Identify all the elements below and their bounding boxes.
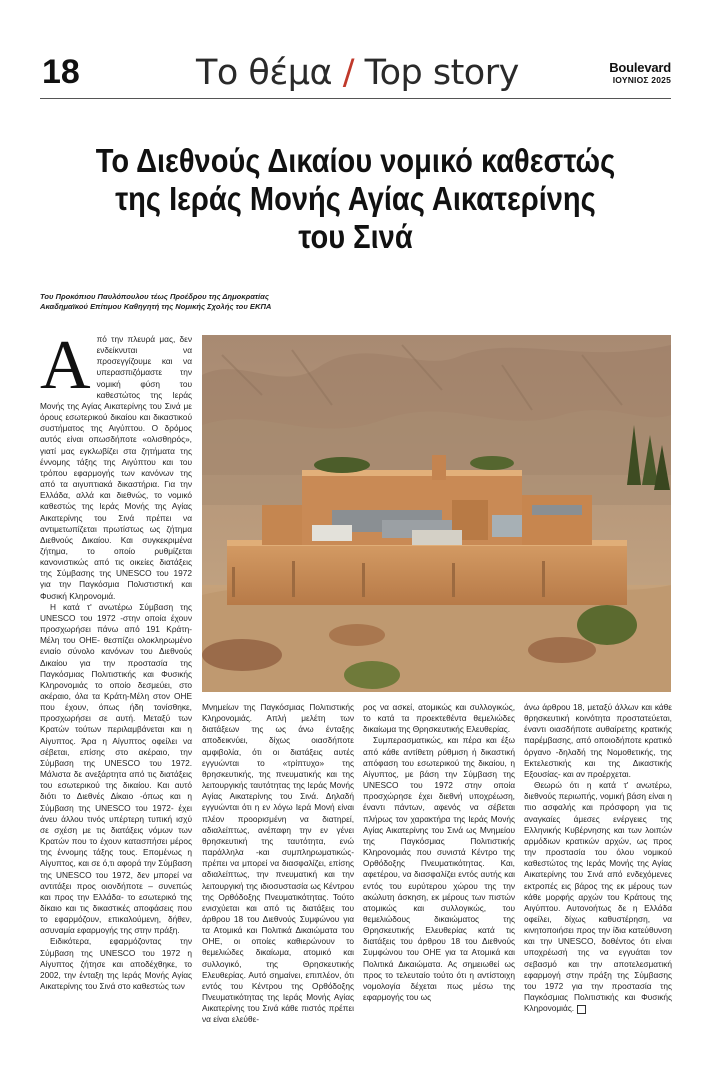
article-paragraph: Ειδικότερα, εφαρμόζοντας την Σύμβαση της UNESCO του 1972 η Αίγυπτος ζήτησε και αποδέχθηκε, το 2002, την ένταξη της Ιεράς Μονής Αγίας Αικατερίνης του Σινά στο καθεστώς των: [40, 936, 192, 992]
article-column-3: [363, 702, 515, 1062]
monastery-photo: [202, 335, 671, 692]
drop-cap: Α: [40, 327, 91, 404]
headline-line: της Ιεράς Μονής Αγίας Αικατερίνης: [115, 180, 596, 217]
section-title-greek: Το θέμα: [196, 53, 333, 93]
article-paragraph: Η κατά τ' ανωτέρω Σύμβαση της UNESCO του 1972 -στην οποία έχουν προσχωρήσει πάνω από 191 Κράτη-Μέλη του ΟΗΕ- θεσπίζει ολοκληρωμένο ενιαίο σύνολο κανόνων του Διεθνούς Δικαίου για την προστασία της Παγκόσμιας Πολιτιστικής και Φυσικής Κληρονομιάς το οποίο δεσμεύει, στο ακέραιο, όλα τα Κράτη-Μέλη στον ΟΗΕ που έχουν, όπως ήδη τονίσθηκε, προσχωρήσει σε αυτή. Μεταξύ των Κρατών τούτων περιλαμβάνεται και η Αίγυπτος. Άρα η Αίγυπτος οφείλει να σέβεται, επίσης στο ακέραιο, την Σύμβαση της UNESCO του 1972. Μάλιστα δε ανεξάρτητα από τις διατάξεις του εσωτερικού της δικαίου. Και αυτό διότι το Διεθνές Δίκαιο -όπως και η Σύμβαση της UNESCO του 1972- έχει άνευ άλλου τινός υπέρτερη τυπική ισχύ σε σχέση με τις διατάξεις νόμων των Κρατών που το έχουν κατασπήσει μέρος της έννομης τάξης τους. Επομένως η Αίγυπτος, και σε ό,τι αφορά την Σύμβαση της UNESCO του 1972, δεν μπορεί να αντιτάξει προς οιονδήποτε – συνεπώς και προς την Ελλάδα- το εσωτερικό της δίκαιο και τις δικαστικές αποφάσεις που το εφαρμόζουν, επικαλούμενη, δήθεν, ασυναμία εφαρμογής της στην πράξη.: [40, 601, 192, 936]
issue-date: ΙΟΥΝΙΟΣ 2025: [612, 75, 671, 85]
byline-line: Ακαδημαϊκού Επίτιμου Καθηγητή της Νομικής Σχολής του ΕΚΠΑ: [40, 302, 272, 311]
article-paragraph: [524, 780, 672, 1014]
article-column-4: [524, 702, 672, 1062]
brand-name: Boulevard: [609, 60, 671, 75]
article-column-1: [40, 327, 192, 1060]
article-headline: [78, 142, 633, 256]
headline-line: του Σινά: [298, 218, 413, 255]
byline-line: Του Προκόπιου Παυλόπουλου τέως Προέδρου της Δημοκρατίας: [40, 292, 269, 301]
article-paragraph: ρος να ασκεί, ατομικώς και συλλογικώς, το κατά τα προεκτεθέντα θεμελιώδες δικαίωμα της Θρησκευτικής Ελευθερίας.: [363, 702, 515, 735]
article-paragraph: Συμπερασματικώς, και πέρα και έξω από κάθε αντίθετη ρύθμιση ή δικαστική απόφαση του εσωτερικού της δικαίου, η Αίγυπτος, με βάση την Σύμβαση της UNESCO του 1972 στην οποία προσχώρησε έχει διεθνή υποχρέωση, έναντι πάντων, αφενός να σέβεται πλήρως τον χαρακτήρα της Ιεράς Μονής Αγίας Αικατερίνης του Σινά ως Μνημείου της Παγκόσμιας Πολιτιστικής Κληρονομιάς που συνιστά Κέντρο της Ορθόδοξης Πνευματικότητας. Και, αφετέρου, να διασφαλίζει εντός αυτής και εντός του ευρύτερου χώρου της την ακώλυτη άσκηση, εκ μέρους των πιστών ατομικώς και συλλογικώς, του θεμελιώδους δικαιώματος της Θρησκευτικής Ελευθερίας κατά τις διατάξεις του άρθρου 18 του Διεθνούς Συμφώνου του ΟΗΕ για τα Ατομικά και Πολιτικά Δικαιώματα. Ας σημειωθεί ως προς το τελευταίο τούτο ότι η αντίστοιχη νομολογία δέχεται πως μέσω της εφαρμογής του ως: [363, 735, 515, 1003]
end-mark-icon: [577, 1005, 586, 1014]
article-column-2: [202, 702, 354, 1062]
page-number: 18: [42, 53, 80, 91]
header-rule: [40, 98, 671, 99]
masthead-brand: [609, 60, 671, 86]
article-paragraph: άνω άρθρου 18, μεταξύ άλλων και κάθε θρησκευτική κοινότητα προστατεύεται, έναντι οιασδήποτε αυθαίρετης κρατικής παρέμβασης, από οποιοδήποτε κρατικό όργανο -δηλαδή της Νομοθετικής, της Εκτελεστικής και της Δικαστικής Εξουσίας- και αν προέρχεται.: [524, 702, 672, 779]
section-separator: /: [332, 53, 365, 93]
section-title: [196, 52, 519, 94]
article-paragraph: Μνημείων της Παγκόσμιας Πολιτιστικής Κληρονομιάς. Απλή μελέτη των διατάξεων της ως άνω ένταξης αποδεικνύει, δίχως οιασδήποτε αμφιβολία, ότι οι διατάξεις αυτές εγγυώνται το «τρίπτυχο» της θρησκευτικής, της πνευματικής και της λειτουργικής ταυτότητας της Ιεράς Μονής Αγίας Αικατερίνης του Σινά. Δηλαδή εγγυώνται ότι η εν λόγω Ιερά Μονή είναι πλέον προορισμένη να διατηρεί, αδιαλείπτως, ανέπαφη την εν γένει θρησκευτική της ταυτότητα, ενώ παράλληλα -και συμπληρωματικώς- πρέπει να μπορεί να διασφαλίζει, επίσης αδιαλείπτως, την πνευματική και την λειτουργική της ιδιοσυστασία ως Κέντρου της Ορθόδοξης Πνευματικότητας. Τούτο ενισχύεται και από τις διατάξεις του άρθρου 18 του Διεθνούς Συμφώνου για τα Ατομικά και Πολιτικά Δικαιώματα του ΟΗΕ, οι οποίες καθιερώνουν το θεμελιώδες δικαίωμα, ατομικό και συλλογικό, της Θρησκευτικής Ελευθερίας. Αυτό σημαίνει, επιπλέον, ότι εντός του Κέντρου της Ορθόδοξης Πνευματικότητας της Ιεράς Μονής Αγίας Αικατερίνης του Σινά κάθε πιστός πρέπει να είναι ελεύθε-: [202, 702, 354, 1025]
article-paragraph-text: Θεωρώ ότι η κατά τ' ανωτέρω, διεθνούς περιωπής, νομική βάση είναι η πιο ασφαλής και πρόσφορη για τις αναγκαίες άμεσες ενέργειες της Ελληνικής Κυβέρνησης και των λοιπών αρμόδιων κρατικών αρχών, ως προς την προστασία του όλου νομικού καθεστώτος της Ιεράς Μονής της Αγίας Αικατερίνης του Σινά από ενδεχόμενες εκτροπές εις βάρος της εκ μέρους των κάθε μορφής αρχών του Κράτους της Αιγύπτου. Αυτονοήτως δε η Ελλάδα οφείλει, δίχως καθυστέρηση, να κινητοποιήσει προς την ίδια κατεύθυνση και την UNESCO, δοθέντος ότι είναι υποχρέωσή της να εγγυάται τον σεβασμό και την αποτελεσματική εφαρμογή στην πράξη της Σύμβασης του 1972 για την προστασία της Παγκόσμιας Πολιτιστικής και Φυσικής Κληρονομιάς.: [524, 780, 672, 1014]
byline: [40, 292, 340, 312]
section-title-english: Top story: [364, 53, 519, 93]
article-paragraph: πό την πλευρά μας, δεν ενδείκνυται να προσεγγίζουμε και να υπερασπιζόμαστε την νομική φύση του καθεστώτος της Ιεράς Μονής της Αγίας Αικατερίνης του Σινά με όρους εσωτερικού δικαίου και δικαστικού συστήματος της Αιγύπτου. Ο δρόμος αυτός είναι οπωσδήποτε «ολισθηρός», γιατί μας εγκλωβίζει στα ζητήματα της έννομης τάξης της Αιγύπτου και του τρόπου εφαρμογής των κανόνων της από τα αιγυπτιακά δικαστήρια. Για την Ελλάδα, αλλά και διεθνώς, το νομικό καθεστώς της Ιεράς Μονής της Αγίας Αικατερίνης του Σινά πρέπει να αντιμετωπίζεται πρωτίστως ως ζήτημα Διεθνούς Δικαίου. Και συγκεκριμένα ζήτημα, το οποίο ρυθμίζεται κανονιστικώς από τις οικείες διατάξεις της Σύμβασης της UNESCO του 1972 για την Παγκόσμια Πολιστιστική και Φυσική Κληρονομιά.: [40, 334, 192, 601]
headline-line: Το Διεθνούς Δικαίου νομικό καθεστώς: [95, 142, 616, 179]
